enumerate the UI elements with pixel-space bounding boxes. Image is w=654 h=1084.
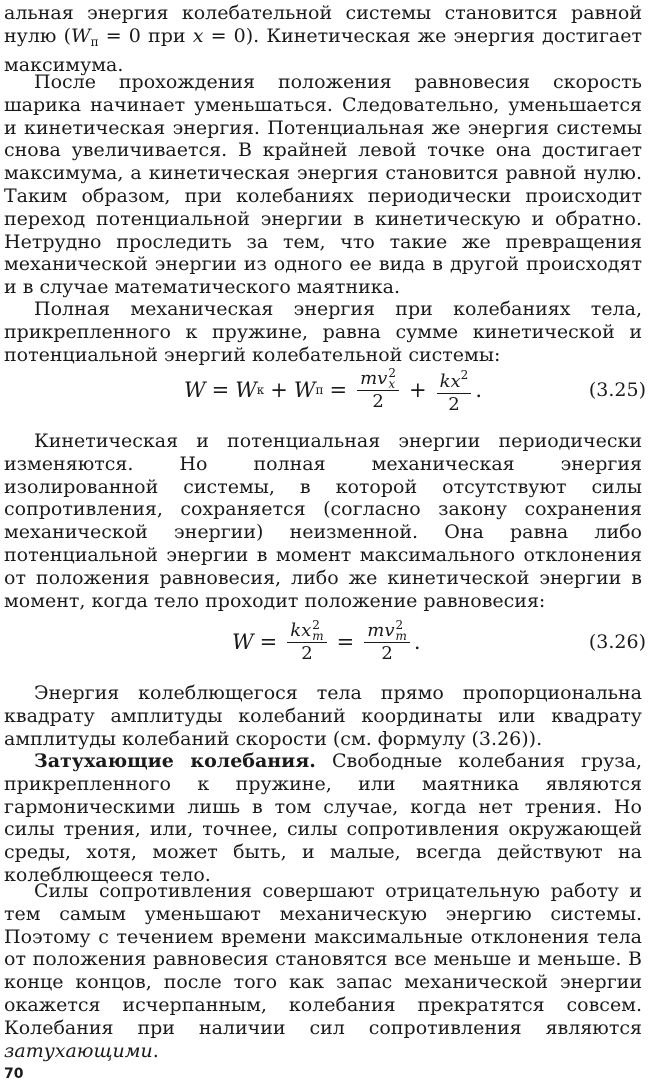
section-heading: Затухающие колебания. (34, 750, 316, 772)
paragraph-3: Полная механическая энергия при колебаниях тела, прикрепленного к пружине, равна сумме кинетической и потенциальной энергий колебательной системы: (4, 298, 642, 366)
paragraph-4: Кинетическая и потенциальная энергии периодически изменяются. Но полная механическая энергия изолированной системы, в которой отсутствуют силы сопротивления, сохраняется (согласно закону сохранения механической энергии) неизменной. Она равна либо потенциальной энергии в момент максимального отклонения от положения равновесия, либо же кинетической энергии в момент, когда тело проходит положение равновесия: (4, 430, 642, 612)
paragraph-1: альная энергия колебательной системы становится равной нулю ($W_п = 0$ при x = 0). Кинетическая же энергия достигает максимума. (4, 2, 642, 76)
paragraph-2: После прохождения положения равновесия скорость шарика начинает уменьшаться. Следовательно, уменьшается и кинетическая энергия. Потенциальная же энергия системы снова увеличивается. В крайней левой точке она достигает максимума, а кинетическая энергия становится равной нулю. Таким образом, при колебаниях периодически происходит переход потенциальной энергии в кинетическую и обратно. Нетрудно проследить за тем, что такие же превращения механической энергии из одного ее вида в другой происходят и в случае математического маятника. (4, 71, 642, 299)
paragraph-5: Энергия колеблющегося тела прямо пропорциональна квадрату амплитуды колебаний координаты или квадрату амплитуды колебаний скорости (см. формулу (3.26)). (4, 682, 642, 750)
equation-3-26: W = kx 2 m 2 = mv 2 m 2 . (3.26) (0, 614, 654, 670)
paragraph-6: Затухающие колебания. Свободные колебания груза, прикрепленного к пружине, или маятника являются гармоническими лишь в том случае, когда нет трения. Но силы трения, или, точнее, силы сопротивления окружающей среды, хотя, может быть, и малые, всегда действуют на колеблющееся тело. (4, 750, 643, 886)
paragraph-7: Силы сопротивления совершают отрицательную работу и тем самым уменьшают механическую энергию системы. Поэтому с течением времени максимальные отклонения тела от положения равновесия становятся все меньше и меньше. В конце концов, после того как запас механической энергии окажется исчерпанным, колебания прекратятся совсем. Колебания при наличии сил сопротивления являются затухающими. (4, 880, 642, 1062)
page-number: 70 (4, 1066, 24, 1082)
equation-number: (3.26) (588, 631, 646, 653)
term-damped: затухающими (4, 1039, 153, 1062)
equation-number: (3.25) (588, 379, 646, 401)
equation-3-25: W = W к + W п = mv 2 x 2 + $\frac{kx^2}{2}$ . (3.25) (0, 362, 654, 418)
